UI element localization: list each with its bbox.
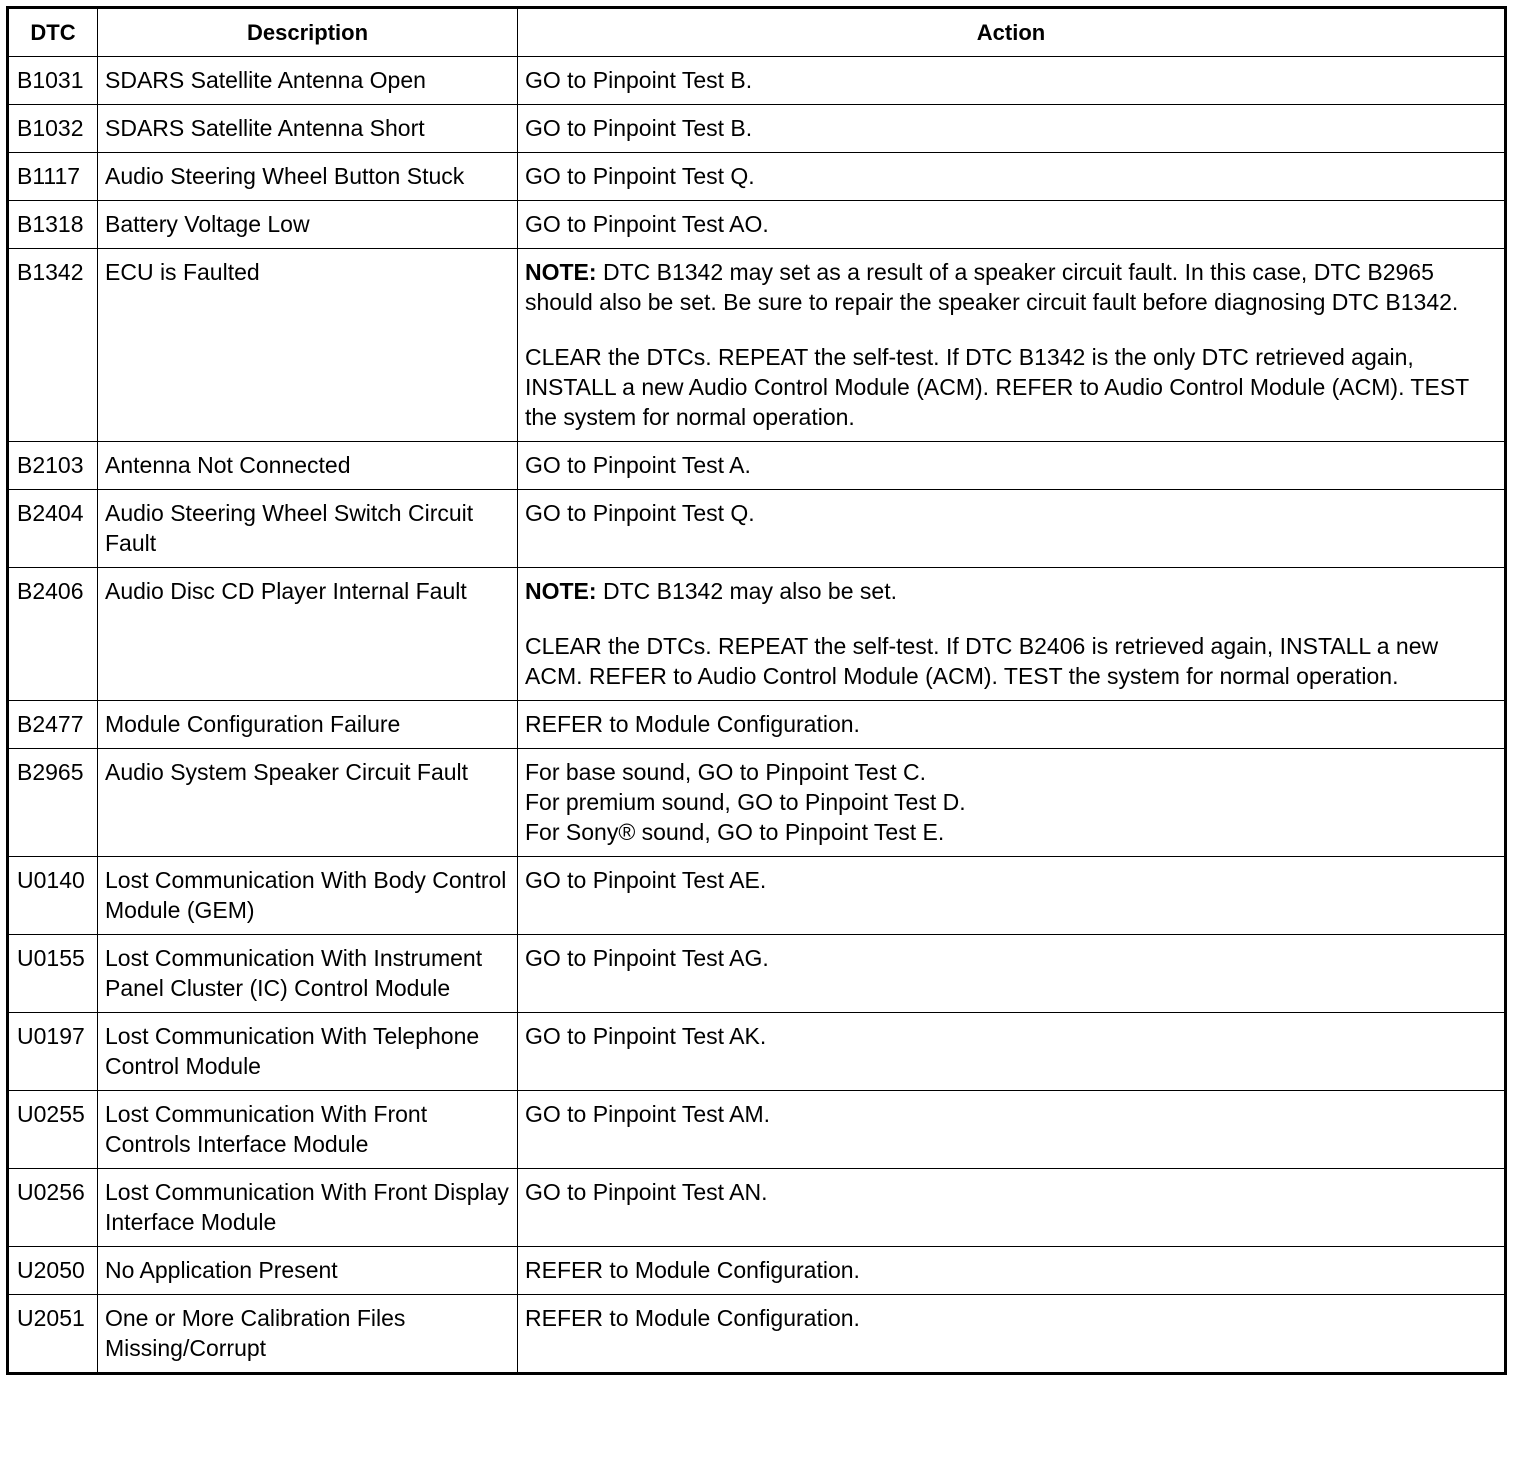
dtc-action: GO to Pinpoint Test B.	[518, 105, 1506, 153]
dtc-action: GO to Pinpoint Test B.	[518, 57, 1506, 105]
table-row	[8, 153, 1506, 201]
dtc-code: U0155	[8, 935, 98, 1013]
dtc-description: Audio Disc CD Player Internal Fault	[98, 568, 518, 701]
table-row	[8, 1013, 1506, 1091]
dtc-table-container	[6, 6, 1507, 1375]
dtc-code: B1318	[8, 201, 98, 249]
table-row	[8, 1295, 1506, 1374]
dtc-code: U0140	[8, 857, 98, 935]
note-label: NOTE:	[525, 259, 597, 285]
dtc-description: Lost Communication With Front Display Interface Module	[98, 1169, 518, 1247]
dtc-action: GO to Pinpoint Test A.	[518, 442, 1506, 490]
dtc-description: ECU is Faulted	[98, 249, 518, 442]
action-line: For Sony® sound, GO to Pinpoint Test E.	[525, 819, 945, 845]
dtc-action: GO to Pinpoint Test Q.	[518, 153, 1506, 201]
table-row	[8, 749, 1506, 857]
dtc-code: U0255	[8, 1091, 98, 1169]
dtc-action: REFER to Module Configuration.	[518, 1295, 1506, 1374]
dtc-action	[518, 249, 1506, 442]
action-paragraph: CLEAR the DTCs. REPEAT the self-test. If DTC B2406 is retrieved again, INSTALL a new ACM. REFER to Audio Control Module (ACM). TEST the system for normal operation.	[525, 633, 1439, 689]
dtc-code: B1031	[8, 57, 98, 105]
table-header-row	[8, 8, 1506, 57]
dtc-description: Antenna Not Connected	[98, 442, 518, 490]
header-description: Description	[98, 8, 518, 57]
dtc-code: U0197	[8, 1013, 98, 1091]
note-text: DTC B1342 may set as a result of a speaker circuit fault. In this case, DTC B2965 should also be set. Be sure to repair the speaker circuit fault before diagnosing DTC B1342.	[525, 259, 1459, 315]
dtc-action: REFER to Module Configuration.	[518, 1247, 1506, 1295]
dtc-code: B1342	[8, 249, 98, 442]
dtc-description: Lost Communication With Instrument Panel Cluster (IC) Control Module	[98, 935, 518, 1013]
table-row	[8, 857, 1506, 935]
dtc-action: GO to Pinpoint Test AN.	[518, 1169, 1506, 1247]
dtc-description: SDARS Satellite Antenna Short	[98, 105, 518, 153]
table-row	[8, 201, 1506, 249]
table-row	[8, 1091, 1506, 1169]
table-row	[8, 490, 1506, 568]
action-line: For premium sound, GO to Pinpoint Test D.	[525, 789, 966, 815]
dtc-code: B1032	[8, 105, 98, 153]
table-row	[8, 249, 1506, 442]
dtc-code: B2404	[8, 490, 98, 568]
table-row	[8, 568, 1506, 701]
dtc-description: Audio System Speaker Circuit Fault	[98, 749, 518, 857]
dtc-code: U2051	[8, 1295, 98, 1374]
table-row	[8, 1247, 1506, 1295]
dtc-code: U2050	[8, 1247, 98, 1295]
header-action: Action	[518, 8, 1506, 57]
dtc-description: Audio Steering Wheel Switch Circuit Fault	[98, 490, 518, 568]
dtc-table	[6, 6, 1507, 1375]
dtc-action: GO to Pinpoint Test AE.	[518, 857, 1506, 935]
table-row	[8, 701, 1506, 749]
table-row	[8, 442, 1506, 490]
dtc-action: GO to Pinpoint Test AG.	[518, 935, 1506, 1013]
table-row	[8, 935, 1506, 1013]
action-line: For base sound, GO to Pinpoint Test C.	[525, 759, 927, 785]
dtc-description: Lost Communication With Body Control Module (GEM)	[98, 857, 518, 935]
note-paragraph	[525, 257, 1497, 317]
dtc-code: B2406	[8, 568, 98, 701]
dtc-code: U0256	[8, 1169, 98, 1247]
dtc-action: GO to Pinpoint Test AK.	[518, 1013, 1506, 1091]
table-row	[8, 105, 1506, 153]
dtc-action: GO to Pinpoint Test AO.	[518, 201, 1506, 249]
note-label: NOTE:	[525, 578, 597, 604]
dtc-code: B2103	[8, 442, 98, 490]
dtc-action	[518, 749, 1506, 857]
dtc-code: B2965	[8, 749, 98, 857]
dtc-description: Lost Communication With Front Controls Interface Module	[98, 1091, 518, 1169]
dtc-code: B1117	[8, 153, 98, 201]
note-text: DTC B1342 may also be set.	[596, 578, 897, 604]
dtc-description: SDARS Satellite Antenna Open	[98, 57, 518, 105]
dtc-code: B2477	[8, 701, 98, 749]
dtc-description: No Application Present	[98, 1247, 518, 1295]
dtc-description: Module Configuration Failure	[98, 701, 518, 749]
dtc-action	[518, 568, 1506, 701]
note-paragraph	[525, 576, 1497, 606]
dtc-action: GO to Pinpoint Test Q.	[518, 490, 1506, 568]
table-row	[8, 1169, 1506, 1247]
dtc-description: Lost Communication With Telephone Control Module	[98, 1013, 518, 1091]
table-row	[8, 57, 1506, 105]
dtc-action: REFER to Module Configuration.	[518, 701, 1506, 749]
dtc-action: GO to Pinpoint Test AM.	[518, 1091, 1506, 1169]
dtc-description: Audio Steering Wheel Button Stuck	[98, 153, 518, 201]
action-paragraph: CLEAR the DTCs. REPEAT the self-test. If DTC B1342 is the only DTC retrieved again, INSTALL a new Audio Control Module (ACM). REFER to Audio Control Module (ACM). TEST the system for normal operation.	[525, 344, 1469, 430]
header-dtc: DTC	[8, 8, 98, 57]
dtc-description: One or More Calibration Files Missing/Corrupt	[98, 1295, 518, 1374]
dtc-description: Battery Voltage Low	[98, 201, 518, 249]
